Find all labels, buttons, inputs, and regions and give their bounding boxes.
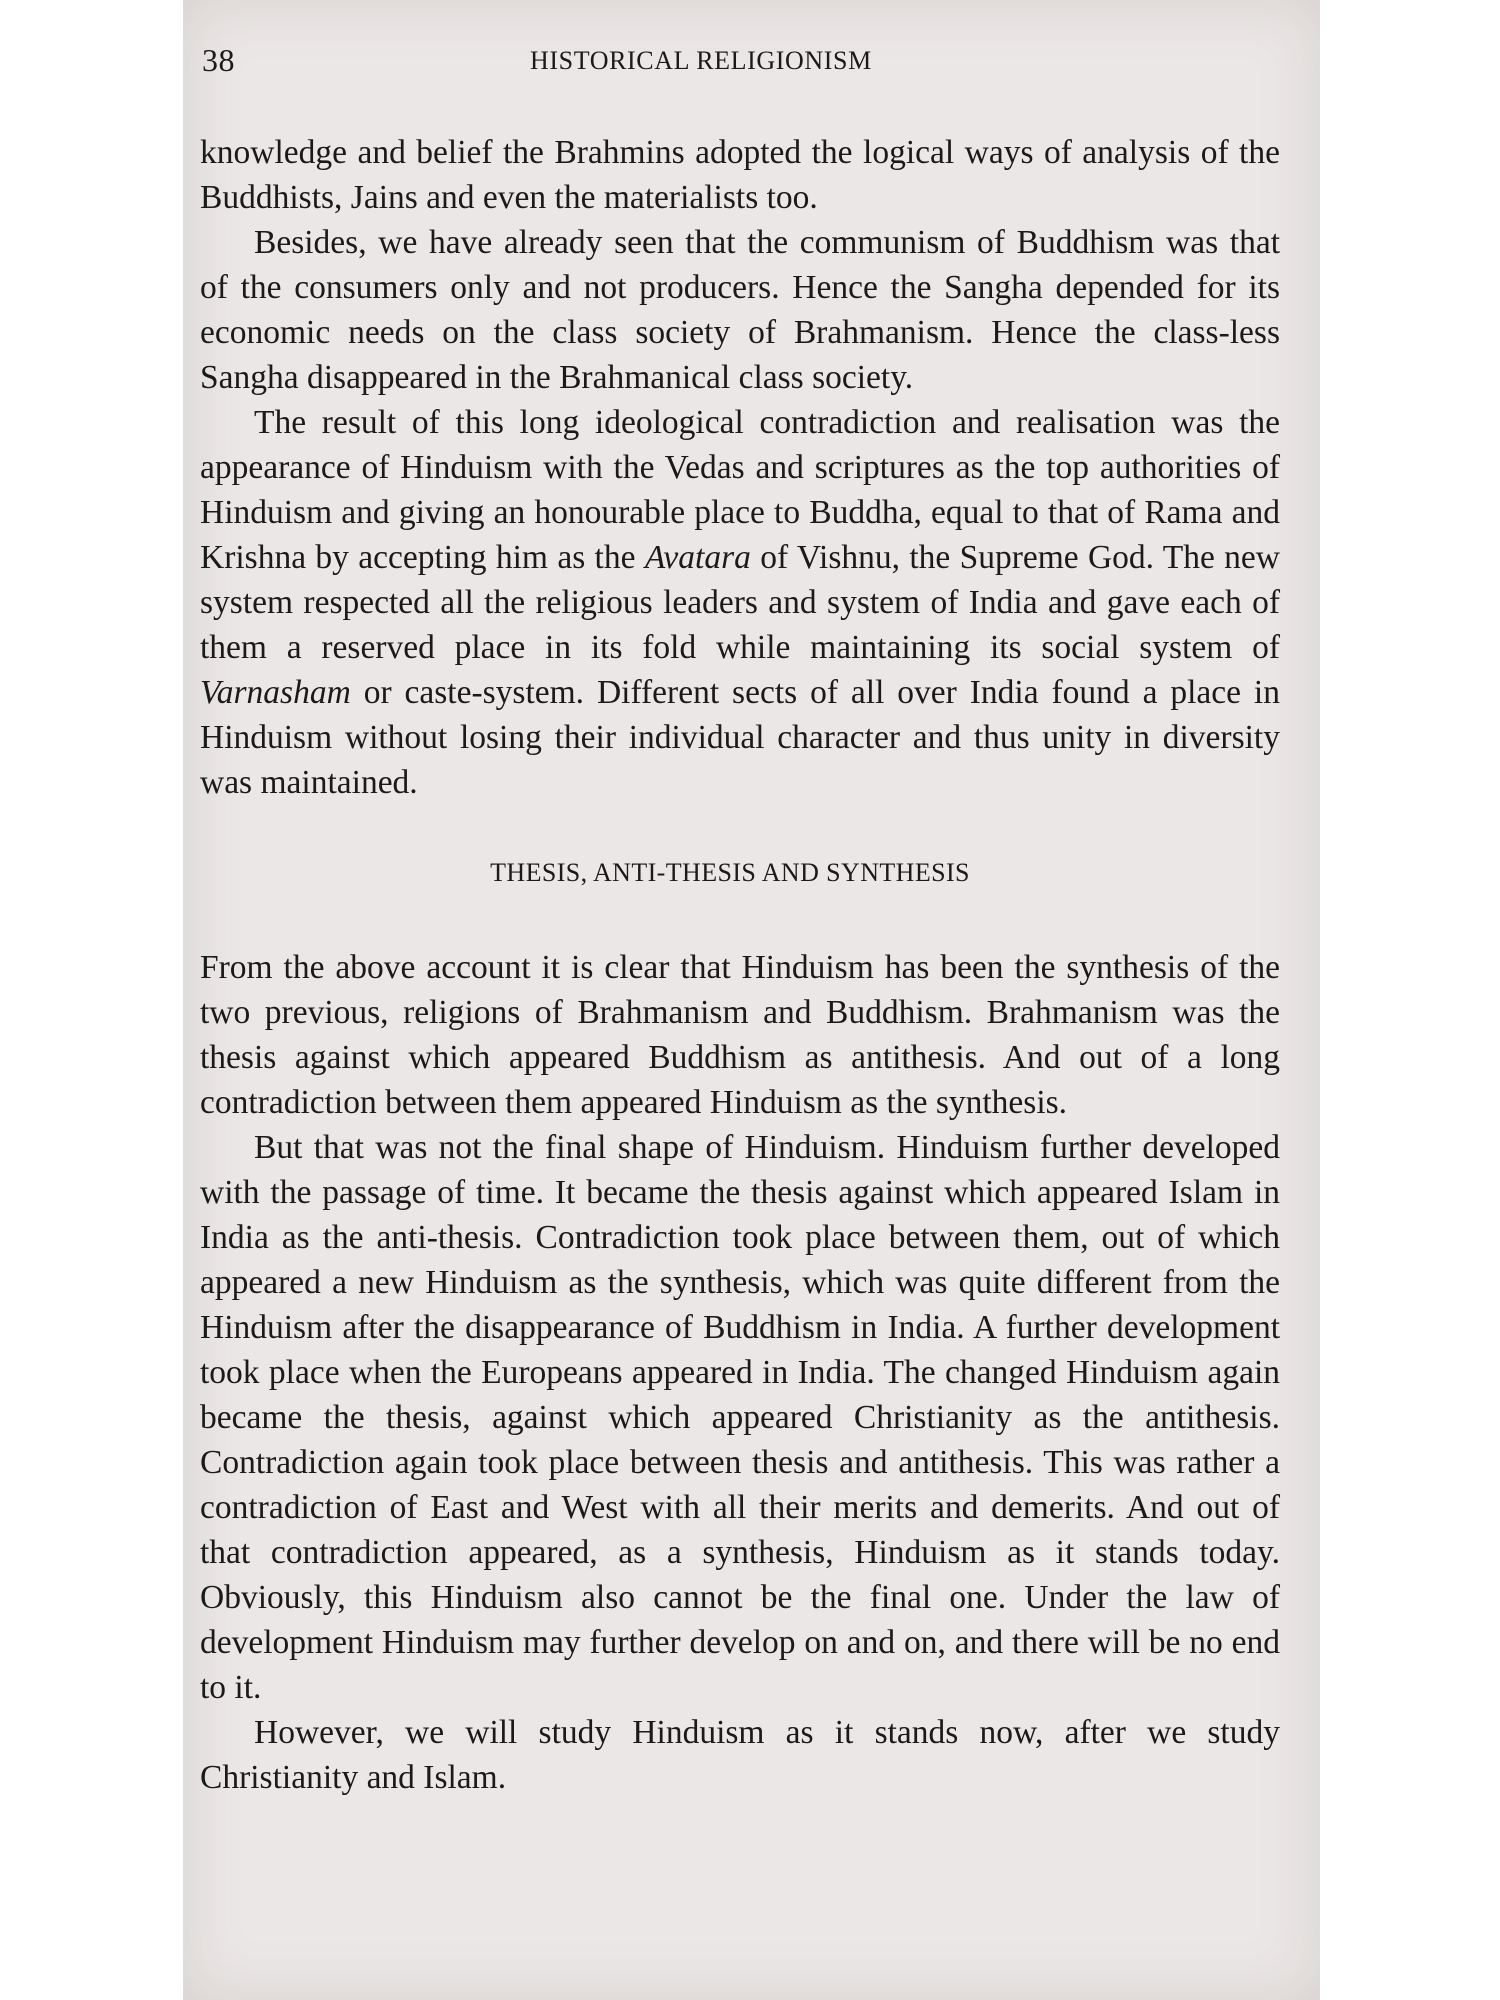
page-number: 38 xyxy=(202,42,235,78)
paragraph-3-part-a: The result of this long ideological contradiction and realisation was the appearance of Hinduism with the Vedas and scriptures as the top authorities of Hinduism and giving an honourable place to Buddha, equal to that of Rama and Krishna by accepting him as the xyxy=(200,404,1280,576)
paragraph-1: knowledge and belief the Brahmins adopted the logical ways of analysis of the Buddhists, Jains and even the materialists too. xyxy=(200,134,1280,216)
paragraph-3-part-e: or caste-system. Different sects of all over India found a place in Hinduism without losing their individual character and thus unity in diversity was maintained. xyxy=(200,674,1280,801)
running-header xyxy=(200,42,1280,82)
term-avatara: Avatara xyxy=(644,539,751,576)
paragraph-4: From the above account it is clear that Hinduism has been the synthesis of the two previous, religions of Brahmanism and Buddhism. Brahmanism was the thesis against which appeared Buddhism as antithesis. And out of a long contradiction between them appeared Hinduism as the synthesis. xyxy=(200,949,1280,1121)
paragraph-3 xyxy=(200,400,1280,805)
paragraph-2: Besides, we have already seen that the communism of Buddhism was that of the consumers only and not producers. Hence the Sangha depended for its economic needs on the class society of Brahmanism. Hence the class-less Sangha disappeared in the Brahmanical class society. xyxy=(200,224,1280,396)
section-heading: THESIS, ANTI-THESIS AND SYNTHESIS xyxy=(490,858,970,887)
paragraph-3-part-c: of Vishnu, the Supreme God. The new system respected all the religious leaders and system of India and gave each of them a reserved place in its fold while maintaining its social system of xyxy=(200,539,1280,666)
paragraph-5: But that was not the final shape of Hinduism. Hinduism further developed with the passage of time. It became the thesis against which appeared Islam in India as the anti-thesis. Contradiction took place between them, out of which appeared a new Hinduism as the synthesis, which was quite different from the Hinduism after the disappearance of Buddhism in India. A further development took place when the Europeans appeared in India. The changed Hinduism again became the thesis, against which appeared Christianity as the antithesis. Contradiction again took place between thesis and antithesis. This was rather a contradiction of East and West with all their merits and demerits. And out of that contradiction appeared, as a synthesis, Hinduism as it stands today. Obviously, this Hinduism also cannot be the final one. Under the law of development Hinduism may further develop on and on, and there will be no end to it. xyxy=(200,1129,1280,1706)
body-text xyxy=(200,130,1280,1800)
book-page xyxy=(200,0,1280,2000)
running-title: HISTORICAL RELIGIONISM xyxy=(530,46,872,75)
term-varnasham: Varnasham xyxy=(200,674,351,711)
paragraph-6: However, we will study Hinduism as it stands now, after we study Christianity and Islam. xyxy=(200,1714,1280,1796)
